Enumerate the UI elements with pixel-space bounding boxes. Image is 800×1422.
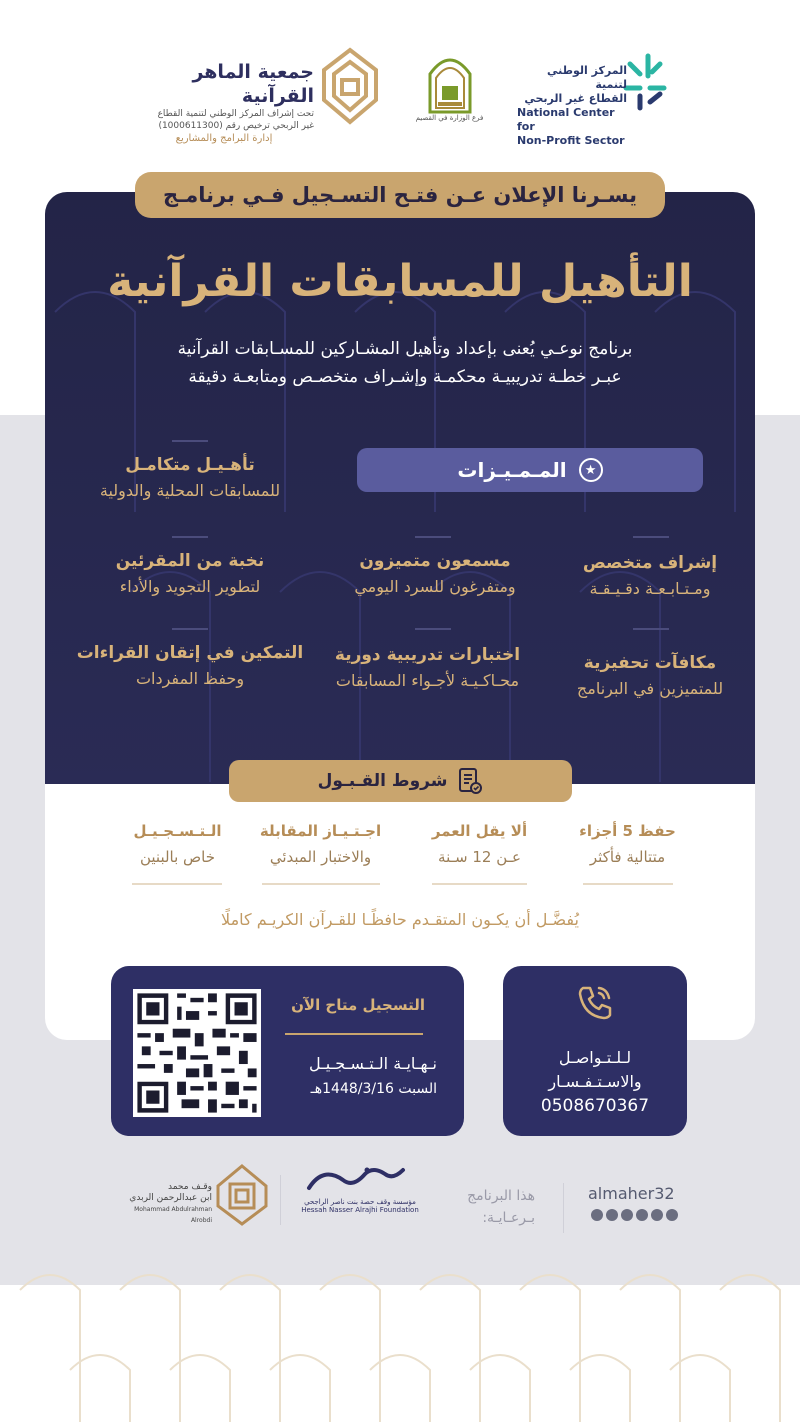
youtube-icon[interactable]: [621, 1209, 633, 1221]
feature-subtitle: لتطوير التجويد والأداء: [119, 577, 261, 596]
condition-title: اجـتـيـاز المقابلة: [259, 822, 382, 840]
conditions-label: شروط القـبـول: [317, 771, 448, 791]
condition-title: حفظ 5 أجزاء: [579, 822, 676, 840]
sponsor-intro-1: هذا البرنامج: [467, 1188, 535, 1204]
condition-item: [560, 818, 695, 870]
sponsor-divider: [280, 1175, 281, 1225]
npc-name-en-1: National Center for: [517, 106, 615, 133]
condition-subtitle: والاختبار المبدئي: [269, 848, 372, 866]
social-handle[interactable]: almaher32: [588, 1184, 675, 1203]
ministry-caption: فرع الوزارة في القصيم: [415, 114, 484, 122]
condition-subtitle: عـن 12 سـنة: [438, 848, 521, 866]
hessa-name-en: Hessah Nasser Alrajhi Foundation: [301, 1206, 419, 1214]
features-header: [357, 448, 703, 492]
feature-subtitle: ومـتـابـعـة دقـيـقـة: [589, 579, 711, 598]
feature-subtitle: محـاكـيـة لأجـواء المسابقات: [335, 671, 520, 690]
feature-item: [70, 548, 310, 600]
features-label: المـمـيـزات: [457, 458, 567, 482]
qr-code[interactable]: [133, 989, 261, 1117]
condition-underline: [432, 883, 527, 885]
program-description: [100, 335, 710, 391]
feature-item: [315, 548, 555, 600]
program-title: التأهيل للمسابقات القرآنية: [107, 256, 693, 307]
description-line-1: برنامج نوعـي يُعنى بإعداد وتأهيل المشـاركين للمسـابقات القرآنية: [177, 339, 633, 359]
condition-subtitle: خاص بالبنين: [139, 848, 216, 866]
hessa-name-ar: مؤسسة وقف حصة بنت ناصر الراجحي: [304, 1198, 416, 1206]
npc-name-en-2: Non-Profit Sector: [517, 134, 625, 147]
registration-end-label: نـهـايـة الـتـسـجـيـل: [308, 1054, 437, 1073]
feature-subtitle: ومتفرغون للسرد اليومي: [354, 577, 516, 596]
condition-underline: [262, 883, 380, 885]
feature-divider: [415, 536, 451, 538]
preference-note: يُفضَّـل أن يكـون المتقـدم حافظًـا للقـرآن الكريـم كاملًا: [221, 910, 579, 929]
phone-number[interactable]: 0508670367: [540, 1096, 650, 1116]
waqf-name-1: وقـف محمد: [167, 1182, 212, 1192]
condition-item: [248, 818, 393, 870]
social-icons: [591, 1209, 678, 1221]
feature-title: اختبارات تدريبية دورية: [334, 645, 521, 665]
feature-title: التمكين في إتقان القراءات: [76, 643, 304, 663]
feature-divider: [172, 628, 208, 630]
feature-divider: [633, 628, 669, 630]
announcement-banner: يسـرنا الإعلان عـن فتـح التسـجيل فـي برنامـج: [135, 172, 665, 218]
npc-name-ar-2: القطاع غير الربحي: [524, 92, 627, 105]
feature-title: نخبة من المقرئين: [115, 551, 265, 571]
sponsor-intro: [445, 1185, 535, 1229]
condition-underline: [583, 883, 673, 885]
instagram-icon[interactable]: [636, 1209, 648, 1221]
decorative-pattern: [0, 1250, 800, 1422]
feature-title: إشراف متخصص: [582, 553, 718, 573]
condition-title: الـتـسـجـيـل: [133, 822, 222, 840]
hessa-logo-text: [300, 1198, 420, 1214]
feature-subtitle: وحفظ المفردات: [135, 669, 245, 688]
feature-title: مكافآت تحفيزية: [583, 653, 717, 673]
description-line-2: عبـر خطـة تدريبيـة محكمـة وإشـراف متخصـص ومتابعـة دقيقة: [188, 367, 622, 387]
phone-icon: [575, 982, 615, 1022]
waqf-name-en: Mohammad Abdulrahman Alrobdi: [134, 1206, 212, 1224]
ministry-logo-icon: [424, 50, 476, 114]
npc-logo-text: [517, 64, 627, 148]
star-icon: ★: [579, 458, 603, 482]
feature-divider: [172, 536, 208, 538]
hessa-logo-icon: [305, 1162, 417, 1198]
condition-item: [110, 818, 245, 870]
feature-subtitle: للمسابقات المحلية والدولية: [99, 481, 281, 500]
sponsor-divider: [563, 1183, 564, 1233]
feature-item: [60, 640, 320, 692]
feature-item: [560, 550, 740, 602]
condition-item: [412, 818, 547, 870]
feature-item: [545, 650, 755, 702]
tiktok-icon[interactable]: [666, 1209, 678, 1221]
conditions-header: [229, 760, 572, 802]
feature-item: [70, 452, 310, 504]
feature-divider: [633, 536, 669, 538]
contact-line-2: والاسـتـفـسـار: [548, 1072, 642, 1091]
waqf-name-2: ابن عبدالرحمن الربدي: [129, 1193, 212, 1203]
x-icon[interactable]: [606, 1209, 618, 1221]
maher-supervision: تحت إشراف المركز الوطني لتنمية القطاع: [157, 109, 314, 119]
waqf-logo-icon: [214, 1162, 270, 1228]
maher-logo-text: [134, 60, 314, 146]
feature-title: مسمعون متميزون: [359, 551, 511, 571]
npc-logo-icon: [620, 52, 670, 114]
sponsor-intro-2: بـرعـايـة:: [482, 1210, 535, 1226]
condition-underline: [132, 883, 222, 885]
npc-name-ar-1: المركز الوطني لتنمية: [547, 64, 627, 91]
feature-divider: [172, 440, 208, 442]
maher-license: غير الربحي ترخيص رقم (1000611300): [158, 121, 314, 131]
feature-item: [300, 642, 555, 694]
feature-title: تأهـيـل متكامـل: [125, 455, 255, 475]
maher-logo-icon: [318, 46, 382, 126]
contact-label: [503, 1046, 687, 1094]
feature-divider: [415, 628, 451, 630]
feature-subtitle: للمتميزين في البرنامج: [576, 679, 724, 698]
contact-line-1: لـلـتـواصـل: [558, 1048, 632, 1067]
registration-divider: [285, 1033, 423, 1035]
registration-open-label: التسجيل متاح الآن: [291, 996, 425, 1014]
maher-name: جمعية الماهر القرآنية: [192, 61, 314, 107]
document-check-icon: [457, 767, 483, 795]
condition-title: ألا يقل العمر: [431, 822, 528, 840]
waqf-logo-text: [112, 1182, 212, 1226]
condition-subtitle: متتالية فأكثر: [589, 848, 666, 866]
maher-department: إدارة البرامج والمشاريع: [175, 133, 273, 144]
facebook-icon[interactable]: [651, 1209, 663, 1221]
registration-end-date: السبت 1448/3/16هـ: [310, 1081, 437, 1097]
snapchat-icon[interactable]: [591, 1209, 603, 1221]
